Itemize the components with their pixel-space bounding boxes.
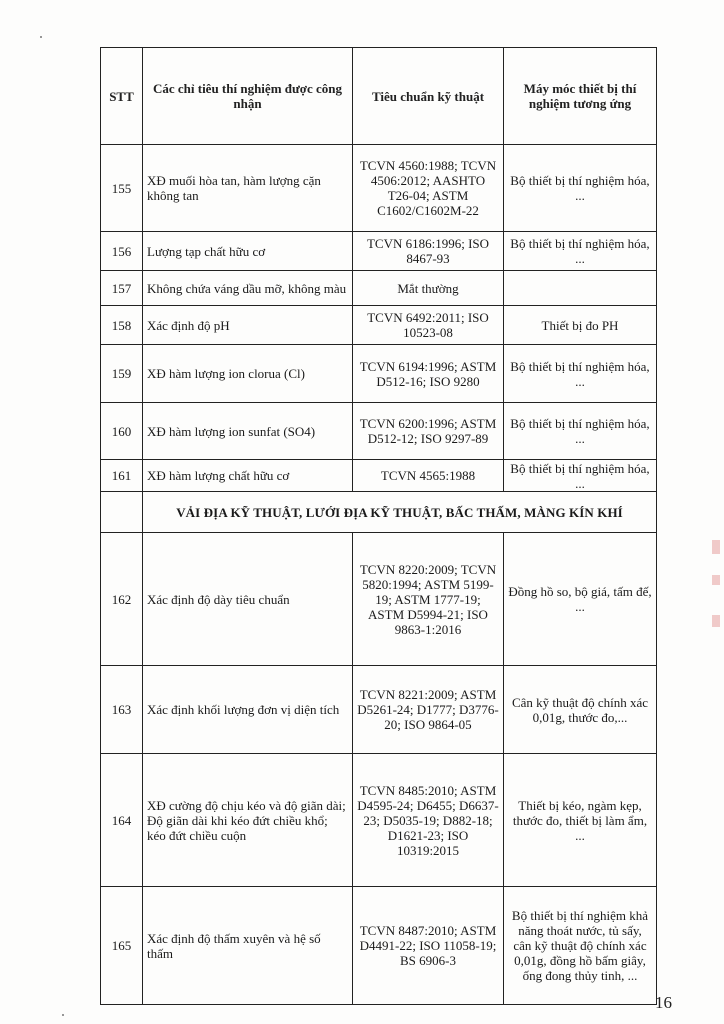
row-stt: 155 [101,145,143,232]
row-standard: TCVN 6200:1996; ASTM D512-12; ISO 9297-89 [353,403,504,460]
row-indicator: XĐ hàm lượng ion clorua (Cl) [143,345,353,403]
section-title: VẢI ĐỊA KỸ THUẬT, LƯỚI ĐỊA KỸ THUẬT, BẤC THẤM, MÀNG KÍN KHÍ [143,492,657,533]
row-stt: 159 [101,345,143,403]
stamp-fragment [712,575,720,585]
row-indicator: Xác định độ thấm xuyên và hệ số thấm [143,887,353,1005]
table-row [101,271,657,306]
row-indicator: Xác định khối lượng đơn vị diện tích [143,666,353,754]
row-equipment: Đồng hồ so, bộ giá, tấm đế, ... [504,533,657,666]
standards-table [100,47,657,1005]
stamp-fragment [712,615,720,627]
row-equipment [504,271,657,306]
row-standard: Mắt thường [353,271,504,306]
row-indicator: Xác định độ dày tiêu chuẩn [143,533,353,666]
row-equipment: Bộ thiết bị thí nghiệm khả năng thoát nước, tủ sấy, cân kỹ thuật độ chính xác 0,01g, đồng hồ bấm giây, ống đong thủy tinh, ... [504,887,657,1005]
row-standard: TCVN 6492:2011; ISO 10523-08 [353,306,504,345]
row-indicator: XĐ muối hòa tan, hàm lượng cặn không tan [143,145,353,232]
row-equipment: Bộ thiết bị thí nghiệm hóa, ... [504,345,657,403]
row-indicator: XĐ hàm lượng ion sunfat (SO4) [143,403,353,460]
row-standard: TCVN 8220:2009; TCVN 5820:1994; ASTM 5199-19; ASTM 1777-19; ASTM D5994-21; ISO 9863-1:2016 [353,533,504,666]
header-indicator: Các chỉ tiêu thí nghiệm được công nhận [143,48,353,145]
row-equipment: Bộ thiết bị thí nghiệm hóa, ... [504,232,657,271]
table-row [101,754,657,887]
page-number: 16 [655,993,672,1012]
table-row [101,232,657,271]
section-row [101,492,657,533]
row-indicator: Xác định độ pH [143,306,353,345]
row-standard: TCVN 8487:2010; ASTM D4491-22; ISO 11058-19; BS 6906-3 [353,887,504,1005]
row-standard: TCVN 4560:1988; TCVN 4506:2012; AASHTO T26-04; ASTM C1602/C1602M-22 [353,145,504,232]
table-row [101,345,657,403]
header-standard: Tiêu chuẩn kỹ thuật [353,48,504,145]
row-standard: TCVN 8485:2010; ASTM D4595-24; D6455; D6637-23; D5035-19; D882-18; D1621-23; ISO 10319:2015 [353,754,504,887]
row-stt: 157 [101,271,143,306]
row-stt: 164 [101,754,143,887]
scan-speck [40,36,42,38]
row-standard: TCVN 8221:2009; ASTM D5261-24; D1777; D3776-20; ISO 9864-05 [353,666,504,754]
row-equipment: Thiết bị đo PH [504,306,657,345]
table-row [101,887,657,1005]
scan-speck [62,1014,64,1016]
row-standard: TCVN 6194:1996; ASTM D512-16; ISO 9280 [353,345,504,403]
row-stt: 156 [101,232,143,271]
row-stt: 163 [101,666,143,754]
header-equipment: Máy móc thiết bị thí nghiệm tương ứng [504,48,657,145]
row-equipment: Thiết bị kéo, ngàm kẹp, thước đo, thiết bị làm ẩm, ... [504,754,657,887]
row-stt: 165 [101,887,143,1005]
row-equipment: Bộ thiết bị thí nghiệm hóa, ... [504,403,657,460]
table-row [101,533,657,666]
header-stt: STT [101,48,143,145]
row-equipment: Cân kỹ thuật độ chính xác 0,01g, thước đo,... [504,666,657,754]
table-row [101,460,657,492]
table-row [101,145,657,232]
row-indicator: Lượng tạp chất hữu cơ [143,232,353,271]
row-equipment: Bộ thiết bị thí nghiệm hóa, ... [504,145,657,232]
table-row [101,306,657,345]
row-stt: 158 [101,306,143,345]
row-stt: 161 [101,460,143,492]
row-indicator: XĐ cường độ chịu kéo và độ giãn dài; Độ giãn dài khi kéo đứt chiều khổ; kéo đứt chiều cuộn [143,754,353,887]
row-standard: TCVN 4565:1988 [353,460,504,492]
section-spacer [101,492,143,533]
table-row [101,666,657,754]
table-header-row [101,48,657,145]
table-row [101,403,657,460]
row-standard: TCVN 6186:1996; ISO 8467-93 [353,232,504,271]
row-stt: 160 [101,403,143,460]
row-indicator: XĐ hàm lượng chất hữu cơ [143,460,353,492]
stamp-fragment [712,540,720,554]
row-equipment: Bộ thiết bị thí nghiệm hóa, ... [504,460,657,492]
row-stt: 162 [101,533,143,666]
row-indicator: Không chứa váng dầu mỡ, không màu [143,271,353,306]
